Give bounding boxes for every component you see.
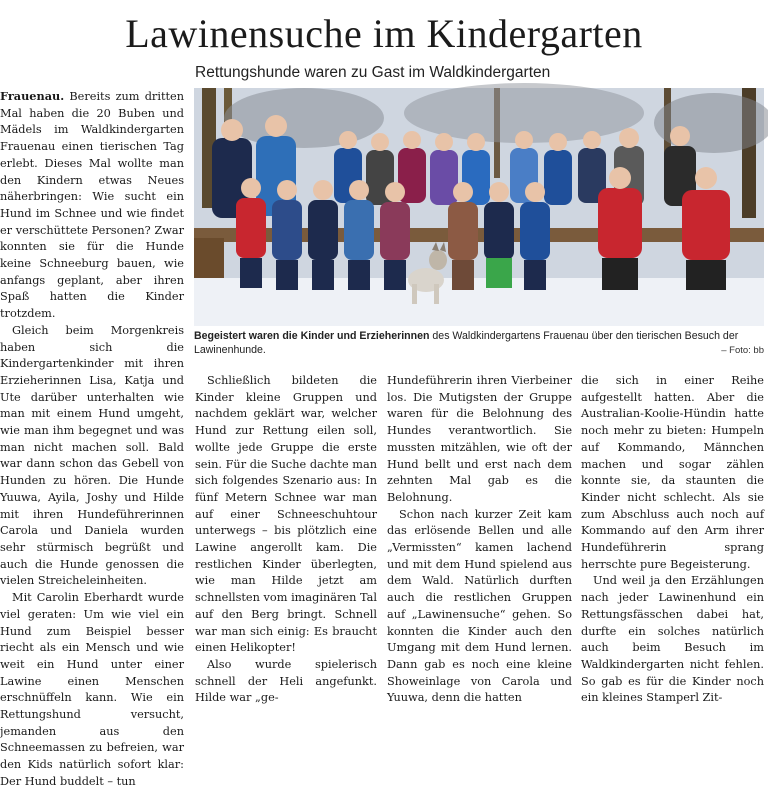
photo-illustration: [194, 88, 764, 326]
paragraph: Und weil ja den Erzählungen nach jeder Lawinenhund ein Rettungsfässchen dabei hat, durfte ein solches natürlich auch beim Besuch im Waldkindergarten nicht fehlen. So gab es für die Kinder noch ein kleines Stamperl Zit-: [581, 574, 764, 705]
paragraph: Schließlich bildeten die Kinder kleine Gruppen und nachdem geklärt war, welcher Hund zur Rettung eilen soll, wollte jede Gruppe die erste sein. Für die Suche dachte man sich folgendes Szenario aus: In fünf Metern Schnee war man auf einer Schneeschuhtour unterwegs – bis plötzlich eine Lawine angerollt kam. Die restlichen Kinder überlegten, wie man Hilde jetzt am schnellsten vom imaginären Tal auf den Berg bringt. Schnell war man sich einig: Es braucht einen Helikopter!: [195, 374, 377, 655]
article-column-3: [387, 373, 572, 705]
group-photo: [194, 88, 764, 326]
subheadline: Rettungshunde waren zu Gast im Waldkindergarten: [195, 64, 551, 81]
article-column-2: [195, 373, 377, 705]
paragraph: Also wurde spielerisch schnell der Heli angefunkt. Hilde war „ge-: [195, 657, 377, 705]
photo-caption: [194, 330, 764, 357]
caption-bold: Begeistert waren die Kinder und Erzieherinnen: [194, 330, 430, 342]
photo-credit: – Foto: bb: [721, 345, 764, 356]
paragraph: die sich in einer Reihe aufgestellt hatten. Aber die Australian-Koolie-Hündin hatte noch mehr zu bieten: Humpeln auf Kommando, Männchen machen und sogar zählen konnte sie, da staunten die Kinder nicht schlecht. Als sie zum Abschluss auch noch auf Kommando auf den Arm ihrer Hundeführerin sprang herrschte pure Begeisterung.: [581, 374, 764, 571]
paragraph: Bereits zum dritten Mal haben die 20 Buben und Mädels im Waldkindergarten Frauenau einen tierischen Tag erlebt. Dieses Mal wollte man den Kindern etwas Neues näherbringen: Wie sucht ein Hund im Schnee und wie findet er verschüttete Personen? Zwar konnten sie für die Hunde keine Schneeburg bauen, wie anfangs geplant, aber ihren Spaß hatten die Kinder trotzdem.: [0, 90, 184, 321]
article-column-4: [581, 373, 764, 705]
paragraph: Mit Carolin Eberhardt wurde viel geraten: Um wie viel ein Hund zum Beispiel besser riecht als ein Mensch und wie weit ein Hund unter einer Lawine einen Menschen erschnüffeln kann. Wie ein Rettungshund versucht, jemanden aus den Schneemassen zu befreien, war den Kids natürlich sofort klar: Der Hund buddelt – tun: [0, 591, 184, 788]
paragraph: Hundeführerin ihren Vierbeiner los. Die Mutigsten der Gruppe waren für die Belohnung des Hundes verantwortlich. Sie mussten mitzählen, wie oft der Hund bellt und erst nach dem zehnten Mal gab es die Belohnung.: [387, 374, 572, 504]
paragraph: Gleich beim Morgenkreis haben sich die Kindergartenkinder mit ihren Erzieherinnen Lisa, Katja und Ute darüber unterhalten wie man mit einem Hund umgeht, wie man ihm begegnet und was man nicht machen soll. Bald war dann schon das Gebell von Hunden zu hören. Die Hunde Yuuwa, Ayila, Joshy und Hilde mit ihren Hundeführerinnen Carola und Daniela wurden sehr stürmisch begrüßt und auch die Hunde genossen die vielen Streicheleinheiten.: [0, 323, 184, 588]
headline: Lawinensuche im Kindergarten: [125, 11, 643, 56]
dateline: Frauenau.: [0, 89, 65, 103]
caption-text: des Waldkindergartens Frauenau über den tierischen Besuch der Lawinenhunde.: [194, 330, 739, 356]
article-column-1: [0, 88, 184, 788]
paragraph: Schon nach kurzer Zeit kam das erlösende Bellen und alle „Vermissten“ kamen lachend und mit dem Hund spielend aus dem Wald. Natürlich durften auch die restlichen Gruppen auf „Lawinensuche“ gehen. So konnten die Kinder auch den Umgang mit dem Hund lernen. Dann gab es noch eine kleine Showeinlage von Carola und Yuuwa, denn die hatten: [387, 507, 572, 705]
